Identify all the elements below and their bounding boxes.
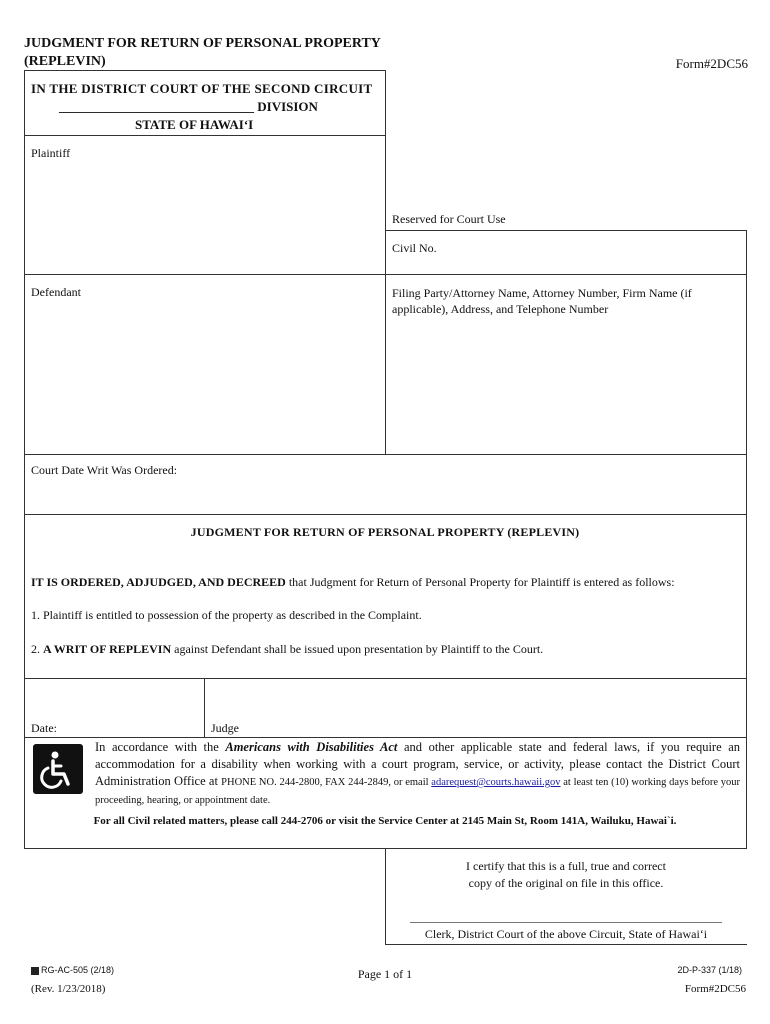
defendant-label: Defendant	[31, 285, 81, 299]
form-number: Form#2DC56	[675, 56, 748, 71]
filing-party-label[interactable]: Filing Party/Attorney Name, Attorney Number, Firm Name (if applicable), Address, and Telephone Number	[392, 286, 692, 316]
form-title-line1: JUDGMENT FOR RETURN OF PERSONAL PROPERTY	[24, 36, 381, 51]
footer-right-code: 2D-P-337 (1/18)	[677, 965, 742, 975]
ada-notice	[95, 739, 740, 809]
footer-left-code-text: RG-AC-505 (2/18)	[41, 965, 115, 975]
ada-text-1: In accordance with the	[95, 740, 226, 754]
certify-line-2: copy of the original on file in this office.	[468, 876, 664, 890]
court-name: IN THE DISTRICT COURT OF THE SECOND CIRCUIT	[31, 81, 373, 96]
judgment-heading: JUDGMENT FOR RETURN OF PERSONAL PROPERTY (REPLEVIN)	[190, 525, 580, 539]
footer-form-number: Form#2DC56	[684, 983, 746, 995]
clerk-signature-label[interactable]: Clerk, District Court of the above Circuit, State of Hawai‘i	[424, 927, 708, 941]
page-number: Page 1 of 1	[357, 967, 413, 981]
court-date-label[interactable]: Court Date Writ Was Ordered:	[31, 463, 178, 477]
plaintiff-label: Plaintiff	[31, 146, 71, 160]
ada-text-2: and other applicable state and federal laws, if you require an accommodation for a disability when working with a court program, service, or activity, please contact the District Court Administration Office at	[95, 740, 740, 788]
civil-no-label[interactable]: Civil No.	[392, 241, 437, 255]
form-title-line2: (REPLEVIN)	[24, 54, 106, 69]
item2-prefix: 2.	[31, 642, 43, 656]
ada-phone: PHONE NO. 244-2800, FAX 244-2849, or email	[221, 777, 432, 788]
ada-act: Americans with Disabilities Act	[225, 740, 398, 754]
ada-email-link[interactable]: adarequest@courts.hawaii.gov	[431, 777, 561, 788]
item2-rest: against Defendant shall be issued upon presentation by Plaintiff to the Court.	[171, 642, 544, 656]
ordered-bold: IT IS ORDERED, ADJUDGED, AND DECREED	[31, 575, 286, 589]
wheelchair-icon	[33, 744, 83, 794]
division-line: ______________________________ DIVISION	[59, 99, 318, 114]
ordered-rest: that Judgment for Return of Personal Property for Plaintiff is entered as follows:	[285, 575, 675, 589]
revision-date: (Rev. 1/23/2018)	[31, 983, 106, 995]
reserved-label: Reserved for Court Use	[392, 212, 506, 226]
date-label[interactable]: Date:	[31, 721, 57, 735]
certify-line-1: I certify that this is a full, true and correct	[466, 859, 666, 873]
judgment-item-1: 1. Plaintiff is entitled to possession of the property as described in the Complaint.	[31, 608, 422, 622]
state-name: STATE OF HAWAI‘I	[135, 117, 254, 132]
ada-text-3: at least ten (10) working days before your proceeding, hearing, or appointment date.	[95, 777, 740, 806]
judge-label[interactable]: Judge	[211, 721, 239, 735]
civil-matters-note: For all Civil related matters, please call 244-2706 or visit the Service Center at 2145 Main St, Room 141A, Wailuku, Hawai`i.	[93, 815, 677, 827]
ordered-paragraph	[31, 575, 675, 590]
court-caption-box	[24, 70, 386, 136]
judgment-item-2	[31, 642, 543, 657]
item2-bold: A WRIT OF REPLEVIN	[43, 642, 172, 656]
